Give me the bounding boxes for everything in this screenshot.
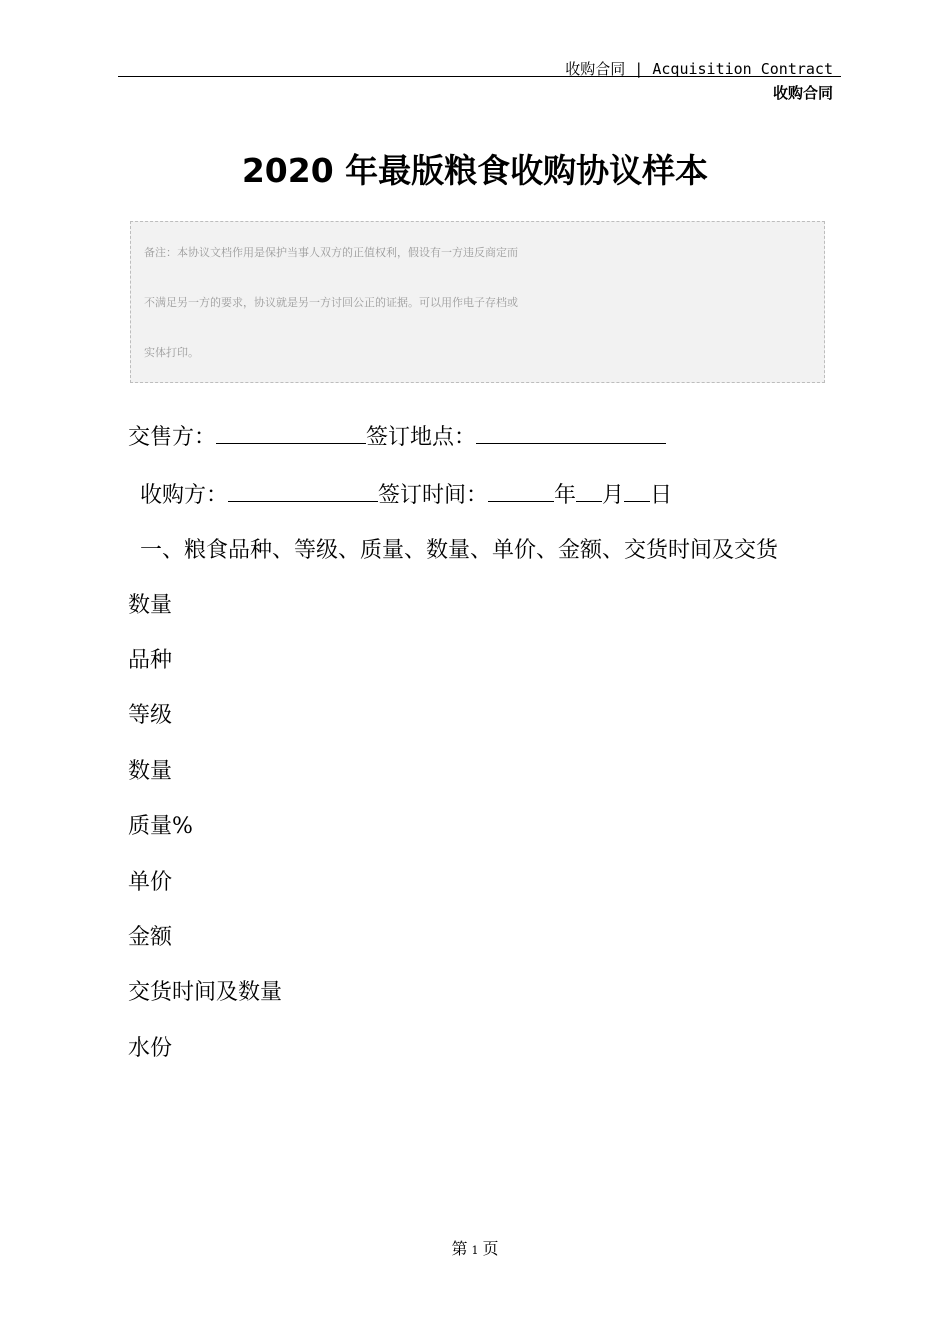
seller-row	[128, 420, 666, 451]
item-label: 单价	[128, 870, 173, 895]
running-header: 收购合同 | Acquisition Contract	[565, 60, 833, 78]
note-line-2: 不满足另一方的要求，协议就是另一方讨回公正的证据。可以用作电子存档或	[144, 296, 518, 309]
month-label: 月	[602, 483, 625, 508]
item-label: 数量	[128, 593, 173, 618]
section-heading: 一、粮食品种、等级、质量、数量、单价、金额、交货时间及交货	[140, 538, 779, 563]
note-line-3: 实体打印。	[144, 346, 199, 359]
page-number: 1	[471, 1244, 479, 1257]
day-blank[interactable]	[624, 479, 650, 502]
time-label: 签订时间：	[378, 483, 489, 508]
item-label: 品种	[128, 648, 173, 673]
page-footer	[0, 1236, 950, 1259]
footer-prefix: 第	[451, 1239, 468, 1258]
seller-blank[interactable]	[216, 421, 366, 444]
buyer-blank[interactable]	[228, 479, 378, 502]
item-label: 交货时间及数量	[128, 980, 283, 1005]
item-label: 数量	[128, 759, 173, 784]
item-label: 等级	[128, 703, 173, 728]
buyer-label: 收购方：	[140, 483, 229, 508]
month-blank[interactable]	[576, 479, 602, 502]
footer-suffix: 页	[482, 1239, 499, 1258]
day-label: 日	[650, 483, 673, 508]
item-label: 金额	[128, 925, 173, 950]
item-label: 水份	[128, 1036, 173, 1061]
year-blank[interactable]	[488, 479, 554, 502]
document-title: 2020 年最版粮食收购协议样本	[241, 151, 709, 190]
year-label: 年	[554, 483, 577, 508]
header-rule	[118, 76, 841, 77]
header-subtitle: 收购合同	[772, 84, 833, 102]
buyer-row	[140, 478, 672, 509]
place-blank[interactable]	[476, 421, 666, 444]
item-label: 质量%	[128, 814, 193, 839]
note-line-1: 备注：本协议文档作用是保护当事人双方的正值权利，假设有一方违反商定而	[144, 246, 518, 259]
seller-label: 交售方：	[128, 425, 217, 450]
note-box	[130, 221, 825, 383]
place-label: 签订地点：	[366, 425, 477, 450]
